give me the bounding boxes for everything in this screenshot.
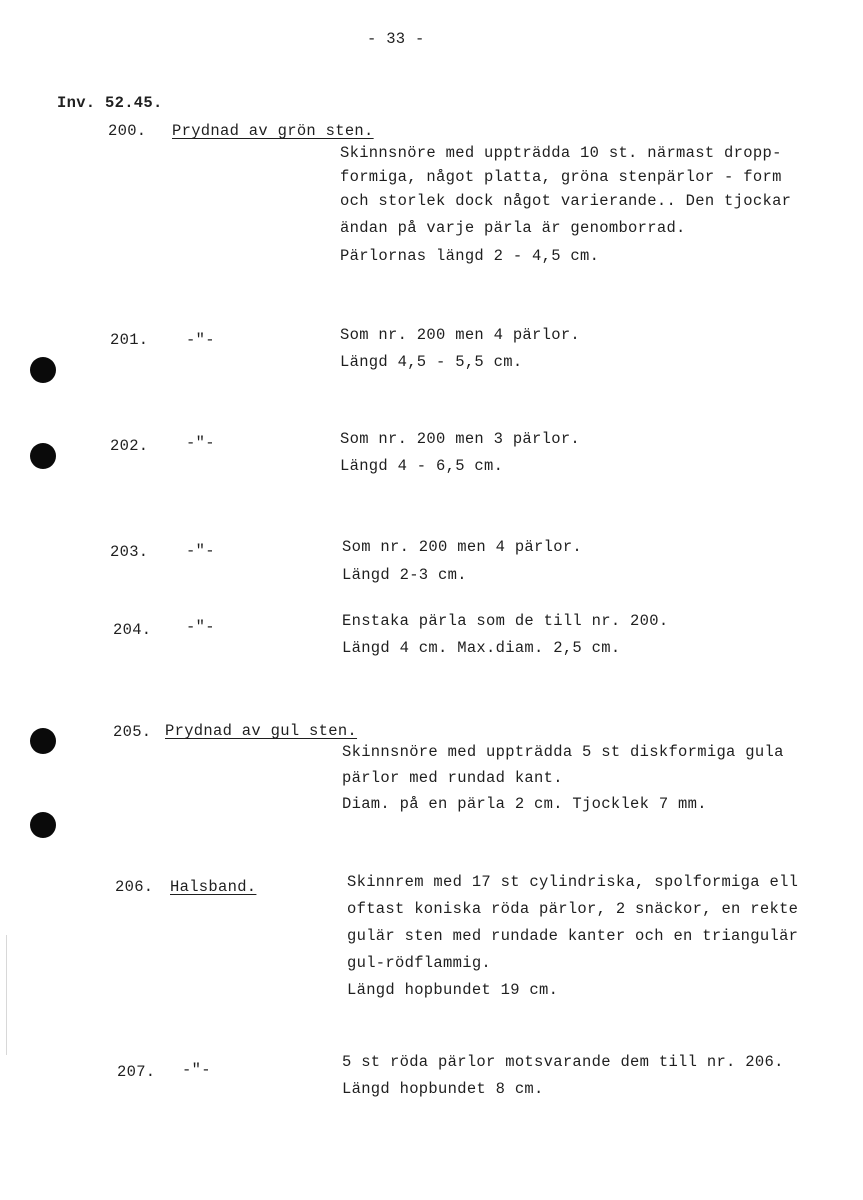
entry-title: Halsband. bbox=[170, 878, 257, 896]
description-line: Skinnrem med 17 st cylindriska, spolformiga ell bbox=[347, 873, 799, 891]
description-line: Som nr. 200 men 4 pärlor. bbox=[340, 326, 581, 344]
description-line: pärlor med rundad kant. bbox=[342, 769, 563, 787]
page-number: - 33 - bbox=[367, 30, 425, 48]
description-line: Som nr. 200 men 4 pärlor. bbox=[342, 538, 583, 556]
punch-hole bbox=[30, 443, 56, 469]
description-line: Som nr. 200 men 3 pärlor. bbox=[340, 430, 581, 448]
description-line: Enstaka pärla som de till nr. 200. bbox=[342, 612, 669, 630]
entry-number: 202. bbox=[110, 437, 149, 455]
entry-number: 205. bbox=[113, 723, 152, 741]
entry-number: 201. bbox=[110, 331, 149, 349]
entry-title: Prydnad av gul sten. bbox=[165, 722, 358, 740]
inventory-number: Inv. 52.45. bbox=[57, 94, 163, 112]
ditto-mark: -"- bbox=[186, 618, 215, 636]
punch-hole bbox=[30, 728, 56, 754]
entry-number: 200. bbox=[108, 122, 147, 140]
description-line: Skinnsnöre med uppträdda 5 st diskformiga gula bbox=[342, 743, 784, 761]
description-line: Längd hopbundet 8 cm. bbox=[342, 1080, 544, 1098]
description-line: gulär sten med rundade kanter och en triangulär bbox=[347, 927, 799, 945]
ditto-mark: -"- bbox=[186, 434, 215, 452]
entry-number: 204. bbox=[113, 621, 152, 639]
description-line: ändan på varje pärla är genomborrad. bbox=[340, 219, 686, 237]
paper-edge-shadow bbox=[6, 935, 7, 1055]
description-line: Längd 4 cm. Max.diam. 2,5 cm. bbox=[342, 639, 621, 657]
ditto-mark: -"- bbox=[186, 542, 215, 560]
entry-number: 203. bbox=[110, 543, 149, 561]
entry-number: 206. bbox=[115, 878, 154, 896]
ditto-mark: -"- bbox=[186, 331, 215, 349]
description-line: formiga, något platta, gröna stenpärlor - form bbox=[340, 168, 782, 186]
punch-hole bbox=[30, 357, 56, 383]
description-line: Skinnsnöre med uppträdda 10 st. närmast dropp- bbox=[340, 144, 782, 162]
description-line: och storlek dock något varierande.. Den tjockar bbox=[340, 192, 792, 210]
description-line: Längd 4 - 6,5 cm. bbox=[340, 457, 504, 475]
description-line: gul-rödflammig. bbox=[347, 954, 492, 972]
description-line: Pärlornas längd 2 - 4,5 cm. bbox=[340, 247, 600, 265]
ditto-mark: -"- bbox=[182, 1061, 211, 1079]
entry-number: 207. bbox=[117, 1063, 156, 1081]
entry-title: Prydnad av grön sten. bbox=[172, 122, 374, 140]
description-line: Längd 4,5 - 5,5 cm. bbox=[340, 353, 523, 371]
description-line: Längd hopbundet 19 cm. bbox=[347, 981, 559, 999]
description-line: Längd 2-3 cm. bbox=[342, 566, 467, 584]
description-line: 5 st röda pärlor motsvarande dem till nr. 206. bbox=[342, 1053, 784, 1071]
punch-hole bbox=[30, 812, 56, 838]
description-line: Diam. på en pärla 2 cm. Tjocklek 7 mm. bbox=[342, 795, 707, 813]
description-line: oftast koniska röda pärlor, 2 snäckor, en rekte bbox=[347, 900, 799, 918]
